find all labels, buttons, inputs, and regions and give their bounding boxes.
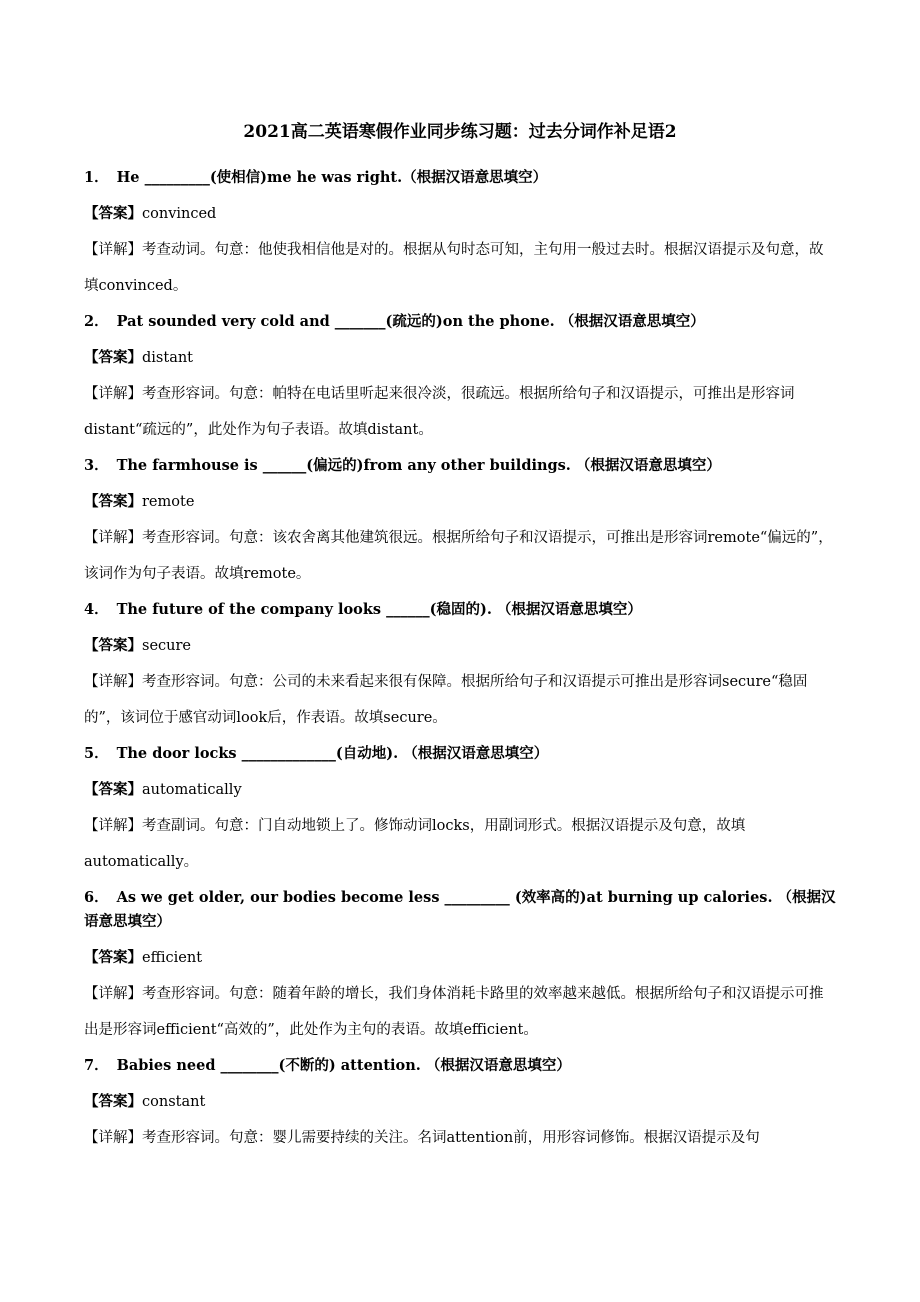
question-number: 3．	[84, 457, 109, 474]
explanation-label: 【详解】	[84, 386, 142, 402]
answer-text: remote	[142, 494, 195, 510]
answer-label: 【答案】	[84, 637, 142, 654]
explanation-label: 【详解】	[84, 986, 142, 1002]
answer-text: distant	[142, 350, 193, 366]
explanation-text: 考查形容词。句意：公司的未来看起来很有保障。根据所给句子和汉语提示可推出是形容词secure“稳固的”，该词位于感官动词look后，作表语。故填secure。	[84, 674, 808, 726]
explanation-1	[84, 232, 836, 304]
explanation-3	[84, 520, 836, 592]
question-text: Babies need ________(不断的) attention. （根据汉语意思填空）	[116, 1057, 571, 1074]
answer-text: convinced	[142, 206, 217, 222]
answer-label: 【答案】	[84, 781, 142, 798]
question-4	[84, 598, 836, 622]
question-number: 2．	[84, 313, 109, 330]
answer-6	[84, 946, 836, 970]
question-text: Pat sounded very cold and _______(疏远的)on the phone. （根据汉语意思填空）	[116, 313, 705, 330]
answer-label: 【答案】	[84, 493, 142, 510]
question-3	[84, 454, 836, 478]
question-text: The future of the company looks ______(稳固的). （根据汉语意思填空）	[116, 601, 642, 618]
answer-label: 【答案】	[84, 949, 142, 966]
question-list	[84, 166, 836, 1162]
explanation-label: 【详解】	[84, 674, 142, 690]
page-title: 2021高二英语寒假作业同步练习题：过去分词作补足语2	[243, 122, 677, 142]
question-text: The door locks _____________(自动地). （根据汉语意思填空）	[116, 745, 549, 762]
answer-label: 【答案】	[84, 205, 142, 222]
answer-1	[84, 202, 836, 226]
answer-text: secure	[142, 638, 191, 654]
question-5	[84, 742, 836, 766]
explanation-label: 【详解】	[84, 242, 142, 258]
question-1	[84, 166, 836, 190]
question-6	[84, 886, 836, 934]
answer-7	[84, 1090, 836, 1114]
answer-text: constant	[142, 1094, 206, 1110]
question-text: He _________(使相信)me he was right.（根据汉语意思填空）	[116, 169, 548, 186]
question-number: 6．	[84, 889, 109, 906]
explanation-2	[84, 376, 836, 448]
explanation-4	[84, 664, 836, 736]
explanation-text: 考查副词。句意：门自动地锁上了。修饰动词locks，用副词形式。根据汉语提示及句意，故填automatically。	[84, 818, 746, 870]
explanation-text: 考查形容词。句意：帕特在电话里听起来很冷淡，很疏远。根据所给句子和汉语提示，可推出是形容词distant“疏远的”，此处作为句子表语。故填distant。	[84, 386, 795, 438]
explanation-label: 【详解】	[84, 1130, 142, 1146]
explanation-label: 【详解】	[84, 530, 142, 546]
answer-4	[84, 634, 836, 658]
explanation-text: 考查形容词。句意：随着年龄的增长，我们身体消耗卡路里的效率越来越低。根据所给句子和汉语提示可推出是形容词efficient“高效的”，此处作为主句的表语。故填efficient。	[84, 986, 824, 1038]
explanation-label: 【详解】	[84, 818, 142, 834]
answer-2	[84, 346, 836, 370]
explanation-text: 考查动词。句意：他使我相信他是对的。根据从句时态可知，主句用一般过去时。根据汉语提示及句意，故填convinced。	[84, 242, 824, 294]
explanation-5	[84, 808, 836, 880]
question-number: 5．	[84, 745, 109, 762]
question-7	[84, 1054, 836, 1078]
explanation-7	[84, 1120, 836, 1156]
question-number: 7．	[84, 1057, 109, 1074]
question-number: 4．	[84, 601, 109, 618]
explanation-text: 考查形容词。句意：婴儿需要持续的关注。名词attention前，用形容词修饰。根据汉语提示及句	[142, 1130, 760, 1146]
answer-text: automatically	[142, 782, 242, 798]
question-2	[84, 310, 836, 334]
answer-label: 【答案】	[84, 349, 142, 366]
explanation-6	[84, 976, 836, 1048]
answer-3	[84, 490, 836, 514]
question-text: As we get older, our bodies become less _________ (效率高的)at burning up calories. （根据汉语意思填空）	[84, 889, 836, 930]
question-number: 1．	[84, 169, 109, 186]
answer-label: 【答案】	[84, 1093, 142, 1110]
answer-5	[84, 778, 836, 802]
explanation-text: 考查形容词。句意：该农舍离其他建筑很远。根据所给句子和汉语提示，可推出是形容词remote“偏远的”，该词作为句子表语。故填remote。	[84, 530, 833, 582]
answer-text: efficient	[142, 950, 203, 966]
question-text: The farmhouse is ______(偏远的)from any other buildings. （根据汉语意思填空）	[116, 457, 721, 474]
